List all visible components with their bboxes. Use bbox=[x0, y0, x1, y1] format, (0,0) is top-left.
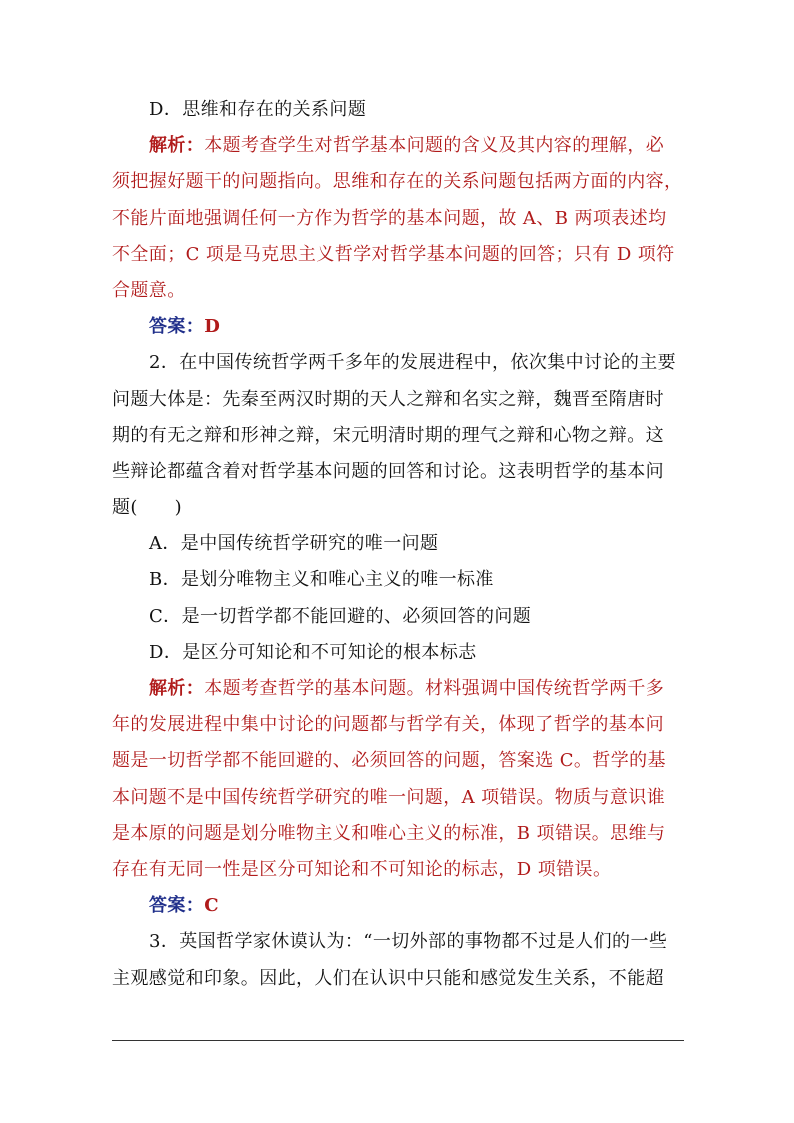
q2-analysis-line-4: 本问题不是中国传统哲学研究的唯一问题，A 项错误。物质与意识谁 bbox=[112, 786, 666, 808]
q2-analysis-line-1 bbox=[112, 671, 684, 707]
q1-analysis-line-5: 合题意。 bbox=[112, 279, 186, 301]
q2-analysis-text: 本题考查哲学的基本问题。材料强调中国传统哲学两千多 bbox=[204, 678, 665, 699]
q1-analysis-line-3: 不能片面地强调任何一方作为哲学的基本问题，故 A、B 两项表述均 bbox=[112, 207, 667, 229]
q2-option-b: B．是划分唯物主义和唯心主义的唯一标准 bbox=[149, 569, 494, 591]
q1-analysis-text: 本题考查学生对哲学基本问题的含义及其内容的理解，必 bbox=[204, 135, 665, 157]
q2-option-a: A．是中国传统哲学研究的唯一问题 bbox=[149, 533, 439, 555]
q2-stem-line-4: 些辩论都蕴含着对哲学基本问题的回答和讨论。这表明哲学的基本问 bbox=[112, 460, 664, 482]
q2-stem-line-5: 题( ) bbox=[112, 497, 183, 519]
q2-stem-line-1: 2．在中国传统哲学两千多年的发展进程中，依次集中讨论的主要 bbox=[149, 352, 677, 374]
q1-analysis-line-1 bbox=[112, 128, 684, 164]
q1-answer-label: 答案： bbox=[149, 316, 205, 338]
page-content bbox=[112, 92, 684, 997]
q2-analysis-line-2: 年的发展进程中集中讨论的问题都与哲学有关，体现了哲学的基本问 bbox=[112, 714, 664, 736]
q3-stem-line-1: 3．英国哲学家休谟认为：“一切外部的事物都不过是人们的一些 bbox=[149, 931, 668, 953]
q2-option-c: C．是一切哲学都不能回避的、必须回答的问题 bbox=[149, 605, 532, 627]
q1-option-d: D．思维和存在的关系问题 bbox=[149, 99, 367, 120]
q2-answer-label: 答案： bbox=[149, 895, 205, 917]
q3-stem-line-2: 主观感觉和印象。因此，人们在认识中只能和感觉发生关系，不能超 bbox=[112, 967, 664, 989]
q2-answer bbox=[112, 888, 684, 924]
q1-analysis-line-2: 须把握好题干的问题指向。思维和存在的关系问题包括两方面的内容， bbox=[112, 171, 683, 193]
q2-analysis-line-5: 是本原的问题是划分唯物主义和唯心主义的标准，B 项错误。思维与 bbox=[112, 822, 666, 844]
q2-analysis-line-6: 存在有无同一性是区分可知论和不可知论的标志，D 项错误。 bbox=[112, 858, 612, 880]
q2-stem-line-2: 问题大体是：先秦至两汉时期的天人之辩和名实之辩，魏晋至隋唐时 bbox=[112, 388, 664, 410]
q1-analysis-label: 解析： bbox=[149, 135, 205, 157]
q2-analysis-line-3: 题是一切哲学都不能回避的、必须回答的问题，答案选 C。哲学的基 bbox=[112, 750, 666, 772]
q2-answer-value: C bbox=[204, 895, 219, 917]
q1-answer bbox=[112, 309, 684, 345]
q1-answer-value: D bbox=[204, 316, 221, 338]
q2-stem-line-3: 期的有无之辩和形神之辩，宋元明清时期的理气之辩和心物之辩。这 bbox=[112, 424, 664, 446]
q2-analysis-label: 解析： bbox=[149, 678, 205, 699]
q1-analysis-line-4: 不全面；C 项是马克思主义哲学对哲学基本问题的回答；只有 D 项符 bbox=[112, 243, 675, 265]
footer-divider bbox=[112, 1040, 684, 1041]
q2-option-d: D．是区分可知论和不可知论的根本标志 bbox=[149, 641, 477, 663]
